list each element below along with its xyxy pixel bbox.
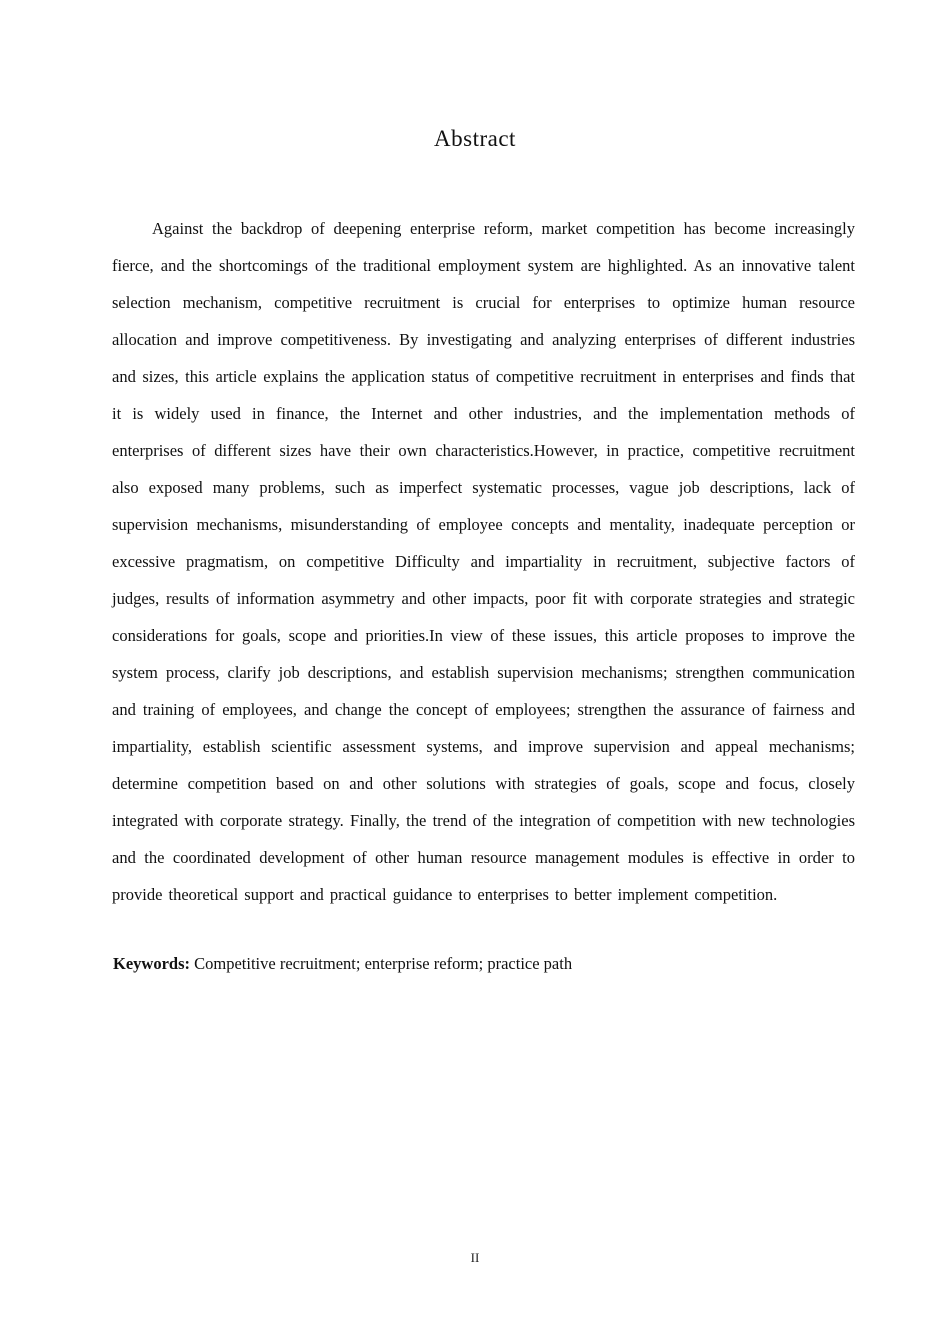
page-title: Abstract (434, 126, 516, 151)
keywords-text: Competitive recruitment; enterprise reform; practice path (190, 954, 573, 973)
keywords-label: Keywords: (113, 954, 190, 973)
keywords-line (113, 951, 855, 977)
page-number: II (470, 1250, 480, 1265)
abstract-paragraph: Against the backdrop of deepening enterprise reform, market competition has become increasingly fierce, and the shortcomings of the traditional employment system are highlighted. As an innovative talent selection mechanism, competitive recruitment is crucial for enterprises to optimize human resource allocation and improve competitiveness. By investigating and analyzing enterprises of different industries and sizes, this article explains the application status of competitive recruitment in enterprises and finds that it is widely used in finance, the Internet and other industries, and the implementation methods of enterprises of different sizes have their own characteristics.However, in practice, competitive recruitment also exposed many problems, such as imperfect systematic processes, vague job descriptions, lack of supervision mechanisms, misunderstanding of employee concepts and mentality, inadequate perception or excessive pragmatism, on competitive Difficulty and impartiality in recruitment, subjective factors of judges, results of information asymmetry and other impacts, poor fit with corporate strategies and strategic considerations for goals, scope and priorities.In view of these issues, this article proposes to improve the system process, clarify job descriptions, and establish supervision mechanisms; strengthen communication and training of employees, and change the concept of employees; strengthen the assurance of fairness and impartiality, establish scientific assessment systems, and improve supervision and appeal mechanisms; determine competition based on and other solutions with strategies of goals, scope and focus, closely integrated with corporate strategy. Finally, the trend of the integration of competition with new technologies and the coordinated development of other human resource management modules is effective in order to provide theoretical support and practical guidance to enterprises to better implement competition. (112, 219, 855, 904)
